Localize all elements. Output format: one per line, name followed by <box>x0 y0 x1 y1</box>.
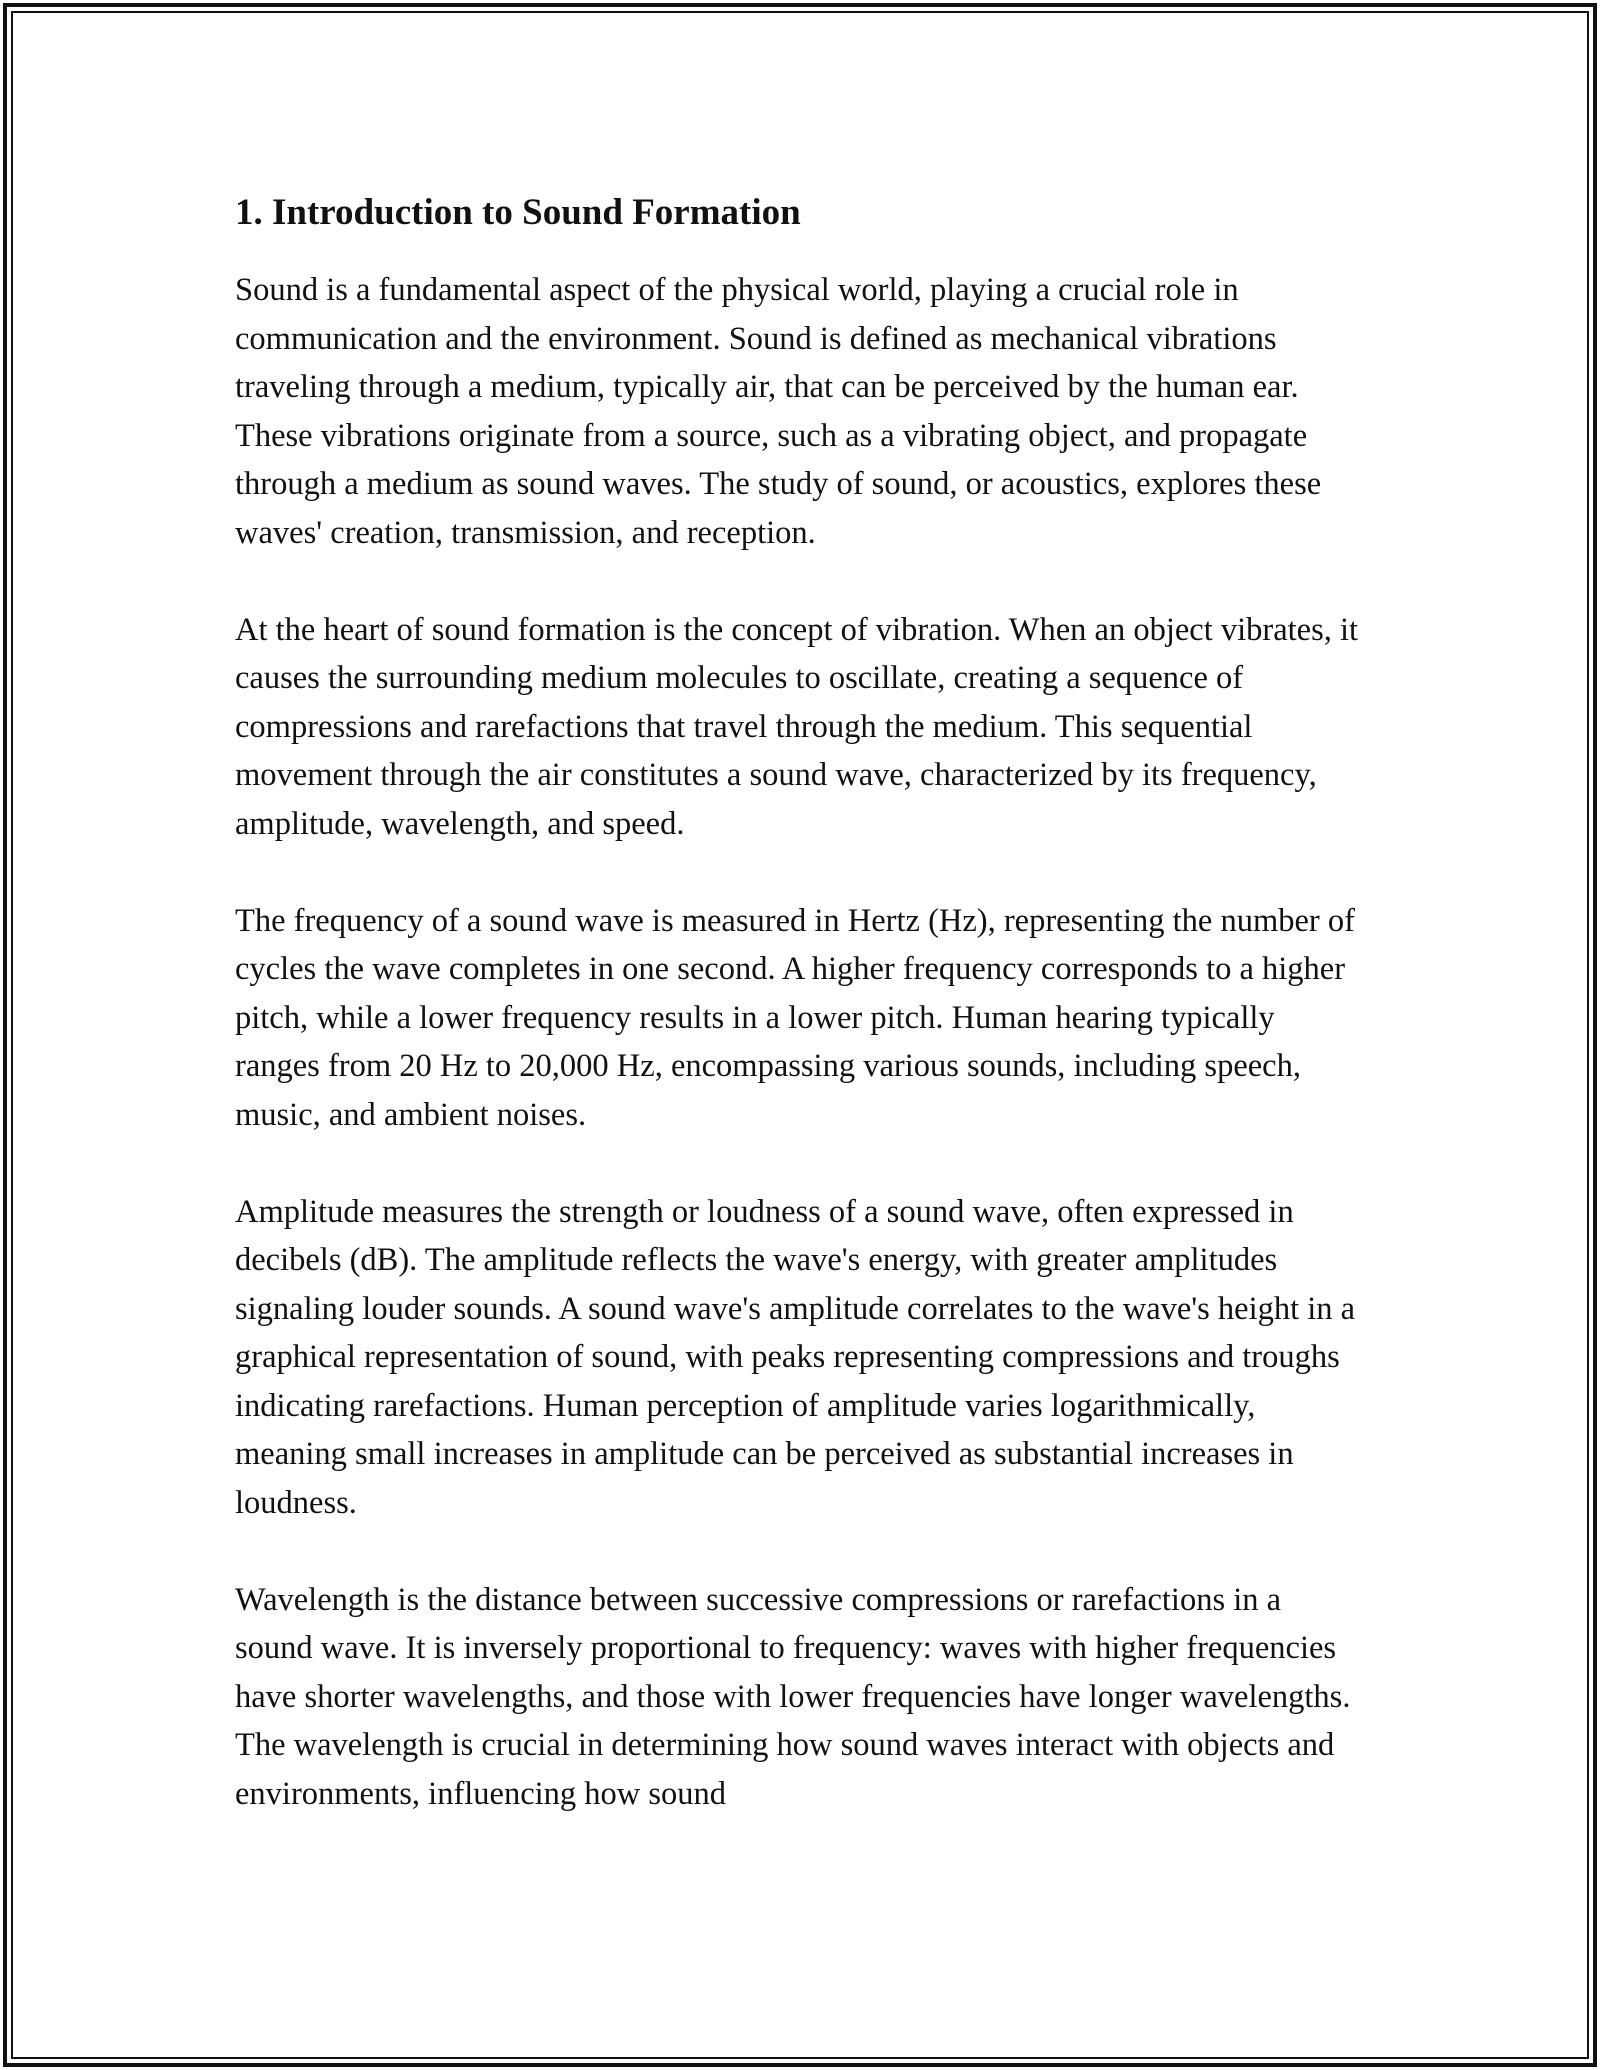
paragraph-frequency: The frequency of a sound wave is measured in Hertz (Hz), representing the number of cycles the wave completes in one second. A higher frequency corresponds to a higher pitch, while a lower frequency results in a lower pitch. Human hearing typically ranges from 20 Hz to 20,000 Hz, encompassing various sounds, including speech, music, and ambient noises. <box>235 902 1355 1133</box>
paragraph-vibration: At the heart of sound formation is the concept of vibration. When an object vibrates, it causes the surrounding medium molecules to oscillate, creating a sequence of compressions and rarefactions that travel through the medium. This sequential movement through the air constitutes a sound wave, characterized by its frequency, amplitude, wavelength, and speed. <box>235 611 1359 842</box>
paragraph-introduction: Sound is a fundamental aspect of the physical world, playing a crucial role in communication and the environment. Sound is defined as mechanical vibrations traveling through a medium, typically air, that can be perceived by the human ear. These vibrations originate from a source, such as a vibrating object, and propagate through a medium as sound waves. The study of sound, or acoustics, explores these waves' creation, transmission, and reception. <box>235 272 1322 551</box>
document-body <box>235 187 1365 1818</box>
section-heading: 1. Introduction to Sound Formation <box>235 192 801 233</box>
paragraph-amplitude: Amplitude measures the strength or loudness of a sound wave, often expressed in decibels (dB). The amplitude reflects the wave's energy, with greater amplitudes signaling louder sounds. A sound wave's amplitude correlates to the wave's height in a graphical representation of sound, with peaks representing compressions and troughs indicating rarefactions. Human perception of amplitude varies logarithmically, meaning small increases in amplitude can be perceived as substantial increases in loudness. <box>235 1193 1356 1521</box>
paragraph-wavelength: Wavelength is the distance between successive compressions or rarefactions in a sound wave. It is inversely proportional to frequency: waves with higher frequencies have shorter wavelengths, and those with lower frequencies have longer wavelengths. The wavelength is crucial in determining how sound waves interact with objects and environments, influencing how sound <box>235 1581 1351 1812</box>
